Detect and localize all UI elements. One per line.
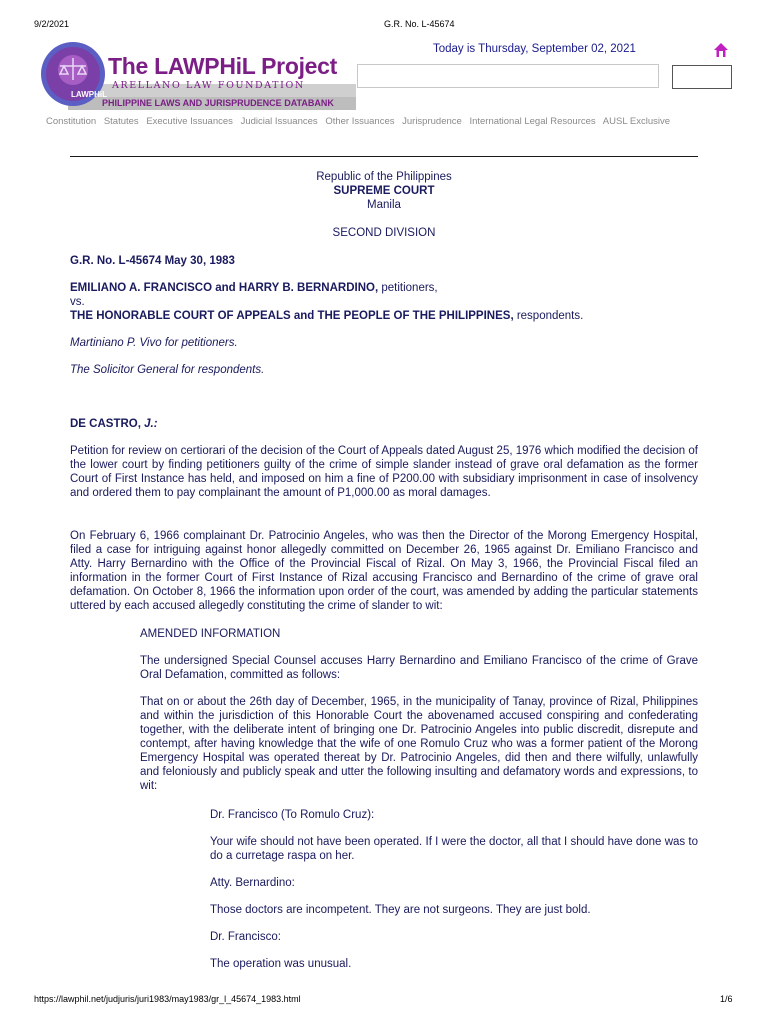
- print-date: 9/2/2021: [34, 19, 70, 29]
- ponente-title: J.:: [144, 418, 158, 430]
- counsel-petitioners: Martiniano P. Vivo for petitioners.: [70, 337, 238, 349]
- paragraph-2: On February 6, 1966 complainant Dr. Patrocinio Angeles, who was then the Director of the Morong Emergency Hospital, filed a case for intriguing against honor allegedly committed on December 26, 1965 against Dr. Emiliano Francisco and Atty. Harry Bernardino with the Office of the Provincial Fiscal of Rizal. On May 3, 1966, the Provincial Fiscal filed an information in the former Court of First Instance of Rizal accusing Francisco and Bernardino of the crime of grave oral defamation. On October 8, 1966 the information upon order of the court, was amended by adding the particular statements uttered by each accused allegedly constituting the crime of slander to wit:: [70, 530, 698, 612]
- nav-constitution[interactable]: Constitution: [46, 116, 97, 127]
- print-url: https://lawphil.net/judjuris/juri1983/may1983/gr_l_45674_1983.html: [34, 994, 301, 1004]
- division: SECOND DIVISION: [332, 227, 436, 239]
- nav-international-legal-resources[interactable]: International Legal Resources: [469, 116, 596, 127]
- home-icon[interactable]: [713, 42, 729, 58]
- respondents-names: THE HONORABLE COURT OF APPEALS and THE PEOPLE OF THE PHILIPPINES,: [70, 310, 514, 322]
- counsel-respondents: The Solicitor General for respondents.: [70, 364, 265, 376]
- petitioners-names: EMILIANO A. FRANCISCO and HARRY B. BERNARDINO,: [70, 282, 379, 294]
- versus: vs.: [70, 296, 85, 308]
- lawphil-logo[interactable]: [38, 40, 358, 112]
- search-button[interactable]: [672, 65, 732, 89]
- nav-statutes[interactable]: Statutes: [103, 116, 139, 127]
- statement-2: Those doctors are incompetent. They are not surgeons. They are just bold.: [210, 904, 591, 916]
- main-nav: [46, 116, 675, 127]
- nav-executive-issuances[interactable]: Executive Issuances: [146, 116, 233, 127]
- nav-other-issuances[interactable]: Other Issuances: [325, 116, 395, 127]
- petitioners-role: petitioners,: [378, 282, 438, 294]
- quote-paragraph-1: The undersigned Special Counsel accuses Harry Bernardino and Emiliano Francisco of the crime of Grave Oral Defamation, committed as follows:: [140, 655, 698, 681]
- court-city: Manila: [367, 199, 401, 211]
- nav-ausl-exclusive[interactable]: AUSL Exclusive: [602, 116, 671, 127]
- divider: [70, 156, 698, 157]
- quote-paragraph-2: That on or about the 26th day of December, 1965, in the municipality of Tanay, province of Rizal, Philippines and within the jurisdiction of this Honorable Court the abovenamed accused conspiring and confederating together, with the deliberate intent of bringing one Dr. Patrocinio Angeles into public discredit, disrepute and contempt, after having knowledge that the wife of one Romulo Cruz who was a former patient of the Morong Emergency Hospital was operated thereat by Dr. Patrocinio Angeles, did then and there wilfully, unlawfully and feloniously and publicly speak and utter the following insulting and defamatory words and expressions, to wit:: [140, 696, 698, 792]
- statement-1: Your wife should not have been operated. If I were the doctor, all that I should have done was to do a curretage raspa on her.: [210, 836, 698, 862]
- respondents: [70, 309, 698, 323]
- logo-subtitle-2: PHILIPPINE LAWS AND JURISPRUDENCE DATABANK: [102, 98, 334, 108]
- logo-badge: LAWPHiL: [71, 90, 107, 99]
- today-date: Today is Thursday, September 02, 2021: [433, 43, 636, 55]
- petitioners: [70, 281, 698, 295]
- logo-subtitle-1: ARELLANO LAW FOUNDATION: [112, 80, 305, 91]
- statement-3: The operation was unusual.: [210, 958, 352, 970]
- amended-information-heading: AMENDED INFORMATION: [140, 628, 281, 640]
- nav-judicial-issuances[interactable]: Judicial Issuances: [240, 116, 318, 127]
- republic-line: Republic of the Philippines: [316, 171, 452, 183]
- speaker-bernardino: Atty. Bernardino:: [210, 877, 295, 889]
- search-input[interactable]: [357, 64, 659, 88]
- logo-title: The LAWPHiL Project: [108, 53, 338, 79]
- nav-jurisprudence[interactable]: Jurisprudence: [402, 116, 462, 127]
- paragraph-1: Petition for review on certiorari of the decision of the Court of Appeals dated August 25, 1976 which modified the decision of the lower court by finding petitioners guilty of the crime of simple slander instead of grave oral defamation as the former Court of First Instance has held, and imposed on him a fine of P200.00 with subsidiary imprisonment in case of insolvency and ordered them to pay complainant the amount of P1,000.00 as moral damages.: [70, 445, 698, 499]
- ponente: [70, 417, 698, 431]
- court-name: SUPREME COURT: [333, 185, 435, 197]
- case-number: G.R. No. L-45674 May 30, 1983: [70, 255, 235, 267]
- speaker-francisco-2: Dr. Francisco:: [210, 931, 281, 943]
- respondents-role: respondents.: [513, 310, 584, 322]
- print-title: G.R. No. L-45674: [384, 19, 455, 29]
- ponente-name: DE CASTRO,: [70, 418, 145, 430]
- page-number: 1/6: [720, 994, 733, 1004]
- speaker-francisco-1: Dr. Francisco (To Romulo Cruz):: [210, 809, 375, 821]
